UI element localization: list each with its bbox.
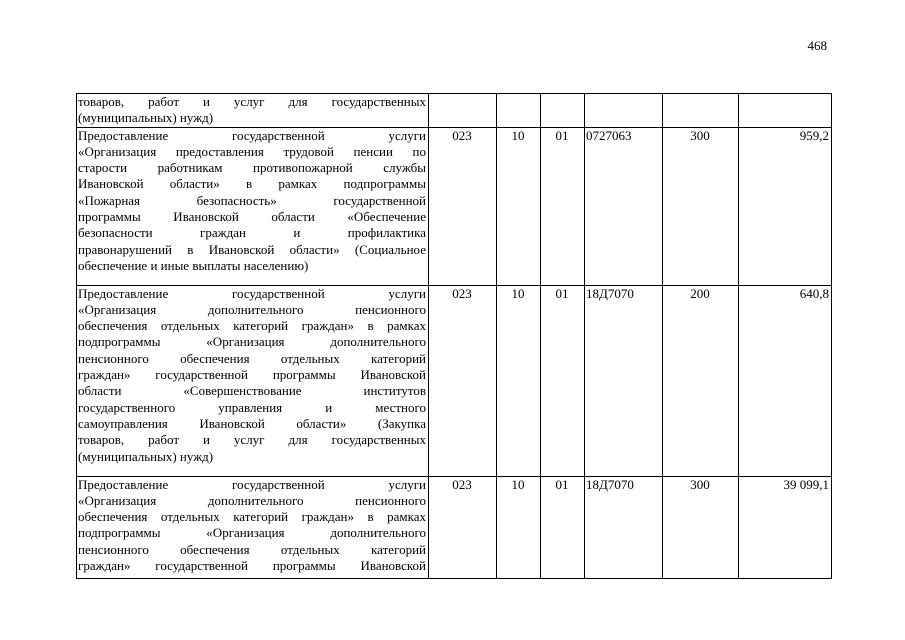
ministry-cell: 023 xyxy=(429,476,497,578)
page-number: 468 xyxy=(807,38,827,53)
expense-type-cell: 300 xyxy=(663,476,739,578)
description-line: старости работникам противопожарной службы xyxy=(78,160,426,176)
description-line: обеспечения отдельных категорий граждан» в рамках xyxy=(78,318,426,334)
section-cell: 10 xyxy=(497,127,541,285)
description-line: «Организация дополнительного пенсионного xyxy=(78,492,426,508)
amount-cell xyxy=(739,94,832,128)
section-cell xyxy=(497,94,541,128)
expense-type-cell xyxy=(663,94,739,128)
description-cell xyxy=(77,127,429,285)
description-line: «Организация предоставления трудовой пенсии по xyxy=(78,143,426,159)
description-line: подпрограммы «Организация дополнительного xyxy=(78,334,426,350)
description-line: «Пожарная безопасность» государственной xyxy=(78,192,426,208)
description-line: безопасности граждан и профилактика xyxy=(78,225,426,241)
budget-table xyxy=(76,93,832,579)
target-article-cell: 18Д7070 xyxy=(585,476,663,578)
description-line: обеспечения отдельных категорий граждан» в рамках xyxy=(78,509,426,525)
description-line: подпрограммы «Организация дополнительного xyxy=(78,525,426,541)
section-cell: 10 xyxy=(497,476,541,578)
description-line: Предоставление государственной услуги xyxy=(78,476,426,492)
ministry-cell: 023 xyxy=(429,285,497,476)
amount-cell: 959,2 xyxy=(739,127,832,285)
subsection-cell xyxy=(541,94,585,128)
target-article-cell: 0727063 xyxy=(585,127,663,285)
description-line: обеспечение и иные выплаты населению) xyxy=(78,257,309,273)
description-line: «Организация дополнительного пенсионного xyxy=(78,301,426,317)
subsection-cell: 01 xyxy=(541,476,585,578)
description-line: государственного управления и местного xyxy=(78,399,426,415)
description-line: самоуправления Ивановской области» (Закупка xyxy=(78,415,426,431)
description-cell xyxy=(77,285,429,476)
table-row xyxy=(77,127,832,285)
section-cell: 10 xyxy=(497,285,541,476)
description-line: товаров, работ и услуг для государственных xyxy=(78,432,426,448)
description-line: Предоставление государственной услуги xyxy=(78,127,426,143)
table-row xyxy=(77,476,832,578)
description-cell xyxy=(77,94,429,128)
subsection-cell: 01 xyxy=(541,127,585,285)
subsection-cell: 01 xyxy=(541,285,585,476)
ministry-cell: 023 xyxy=(429,127,497,285)
description-cell xyxy=(77,476,429,578)
description-line: программы Ивановской области «Обеспечение xyxy=(78,209,426,225)
description-line: пенсионного обеспечения отдельных категорий xyxy=(78,541,426,557)
description-line: (муниципальных) нужд) xyxy=(78,110,214,126)
description-line: граждан» государственной программы Ивановской xyxy=(78,367,426,383)
description-line: области «Совершенствование институтов xyxy=(78,383,426,399)
target-article-cell xyxy=(585,94,663,128)
description-line: граждан» государственной программы Ивановской xyxy=(78,558,426,574)
description-line: пенсионного обеспечения отдельных категорий xyxy=(78,350,426,366)
expense-type-cell: 200 xyxy=(663,285,739,476)
table-row xyxy=(77,285,832,476)
amount-cell: 39 099,1 xyxy=(739,476,832,578)
expense-type-cell: 300 xyxy=(663,127,739,285)
description-line: (муниципальных) нужд) xyxy=(78,448,214,464)
description-line: правонарушений в Ивановской области» (Социальное xyxy=(78,241,426,257)
ministry-cell xyxy=(429,94,497,128)
table-row xyxy=(77,94,832,128)
target-article-cell: 18Д7070 xyxy=(585,285,663,476)
description-line: Предоставление государственной услуги xyxy=(78,285,426,301)
description-line: товаров, работ и услуг для государственных xyxy=(78,94,426,109)
description-line: Ивановской области» в рамках подпрограммы xyxy=(78,176,426,192)
amount-cell: 640,8 xyxy=(739,285,832,476)
